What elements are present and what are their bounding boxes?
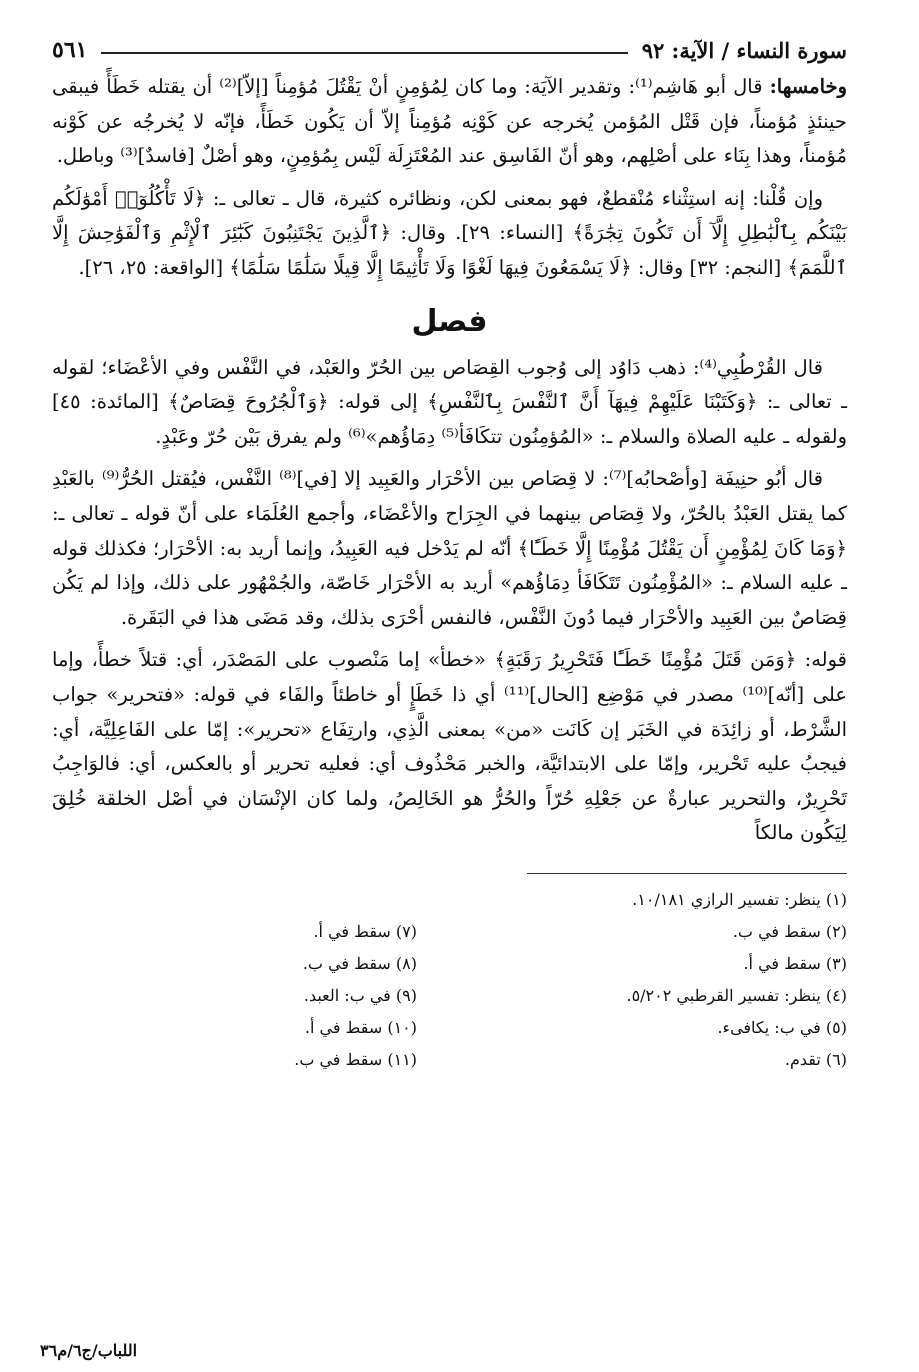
volume-signature: اللباب/ج٦/م٣٦	[40, 1341, 138, 1360]
header-title: سورة النساء / الآية: ٩٢	[641, 37, 847, 63]
footnote-item: (٥) في ب: يكافىء.	[717, 1017, 847, 1037]
footnote-item: (١) ينظر: تفسير الرازي ١٠/١٨١.	[632, 889, 847, 909]
header-rule	[101, 52, 627, 54]
paragraph-1-lead: وخامسها:	[769, 75, 847, 98]
footnote-item: (٨) سقط في ب.	[302, 953, 417, 973]
paragraph-3: قال القُرْطُبِي⁽⁴⁾: ذهب دَاوُد إلى وُجوب القِصَاص بين الحُرّ والعَبْد، في النَّفْس وفي الأعْضَاء؛ لقوله ـ تعالى ـ: ﴿وَكَتَبْنَا عَلَيْهِمْ فِيهَآ أَنَّ ٱلنَّفْسَ بِٱلنَّفْسِ﴾ إلى قوله: ﴿وَٱلْجُرُوحَ قِصَاصٌ﴾ [المائدة: ٤٥] ولقوله ـ عليه الصلاة والسلام ـ: «المُؤمِنُون تتكَافَأ⁽⁵⁾ دِمَاؤُهم»⁽⁶⁾ ولم يفرق بَيْن حُرّ وعَبْدٍ.	[52, 355, 847, 448]
footnote-item: (١١) سقط في ب.	[294, 1049, 417, 1069]
footnote-item: (٣) سقط في أ.	[743, 953, 847, 973]
page-number: ٥٦١	[52, 37, 88, 63]
footnote-item: (٦) تقدم.	[784, 1049, 847, 1069]
footnote-item: (٤) ينظر: تفسير القرطبي ٥/٢٠٢.	[626, 985, 847, 1005]
footnotes-right-column	[547, 884, 847, 1076]
footnote-item: (٩) في ب: العبد.	[303, 985, 417, 1005]
page-header	[52, 30, 847, 70]
footnotes-left-column	[117, 884, 507, 1076]
paragraph-2: وإن قُلْنا: إنه استِثْناء مُنْقطعٌ، فهو بمعنى لكن، ونظائره كثيرة، قال ـ تعالى ـ: ﴿لَا تَأْكُلُوٓا۟ أَمْوَٰلَكُم بَيْنَكُم بِٱلْبَٰطِلِ إِلَّآ أَن تَكُونَ تِجَٰرَةً﴾ [النساء: ٢٩]. وقال: ﴿ٱلَّذِينَ يَجْتَنِبُونَ كَبَٰٓئِرَ ٱلْإِثْمِ وَٱلْفَوَٰحِشَ إِلَّا ٱللَّمَمَ﴾ [النجم: ٣٢] وقال: ﴿لَا يَسْمَعُونَ فِيهَا لَغْوًا وَلَا تَأْثِيمًا إِلَّا قِيلًا سَلَٰمًا سَلَٰمًا﴾ [الواقعة: ٢٥، ٢٦].	[52, 186, 847, 279]
footnote-item: (٢) سقط في ب.	[732, 921, 847, 941]
paragraph-1-body: قال أبو هَاشِم⁽¹⁾: وتقدير الآيَة: وما كان لِمُؤمِنٍ أنْ يَقْتُلَ مُؤمِناً [إلاّ]⁽²⁾ أن يقتله خَطَأً فيبقى حينئذٍ مُؤمناً، فإن قَتْل المُؤمن يُخرجه عن كَوْنِه مُؤمِناً إلاّ أن يَكُون خَطَأً، فإنّه لا يُخرجُه عن كَوْنه مُؤمناً، وهذا بِنَاء على أصْلِهم، وهو أنّ الفَاسِق عند المُعْتَزِلَة لَيْس بِمُؤمِنٍ، وهو أصْلٌ [فاسدٌ]⁽³⁾ وباطل.	[52, 75, 847, 168]
footnotes	[52, 884, 847, 1076]
paragraph-1	[52, 70, 847, 174]
paragraph-4: قال أبُو حنِيفَة [وأصْحابُه]⁽⁷⁾: لا قِصَاص بين الأحْرَار والعَبِيد إلا [في]⁽⁸⁾ النَّفْس، فيُقتل الحُرُّ⁽⁹⁾ بالعَبْدِ كما يقتل العَبْدُ بالحُرّ، ولا قِصَاص بينهما في الجِرَاح والأعْضَاء، وأجمع العُلَمَاء على أنّ قوله ـ تعالى ـ: ﴿وَمَا كَانَ لِمُؤْمِنٍ أَن يَقْتُلَ مُؤْمِنًا إِلَّا خَطَـًٔا﴾ أنّه لم يَدْخل فيه العَبِيدُ، وإنما أريد به: الأحْرَار؛ فكذلك قوله ـ عليه السلام ـ: «المُؤْمِنُون تَتَكَافَأ دِمَاؤُهم» أريد به الأحْرَار خَاصّة، والجُمْهُور على ذلك، وإذا لم يَكُن قِصَاصٌ بين العَبِيد والأحْرَار فيما دُونَ النَّفْس، فالنفس أحْرَى بذلك، وقد مَضَى هذا في البَقَرة.	[52, 467, 847, 629]
section-title: فصل	[411, 303, 488, 339]
paragraph-5: قوله: ﴿وَمَن قَتَلَ مُؤْمِنًا خَطَـًٔا فَتَحْرِيرُ رَقَبَةٍ﴾ «خطأ» إما مَنْصوب على المَصْدَر، أي: قتلاً خطأً، وإما على [أنّه]⁽¹⁰⁾ مصدر في مَوْضِع [الحال]⁽¹¹⁾ أي ذا خَطَإٍ أو خاطئاً والفَاء في قوله: «فتحرير» جواب الشَّرْط، أو زائِدَة في الخَبَر إن كَانَت «من» بمعنى الَّذِي، وارتِفَاع «تحرير»: إمّا على الفَاعِلِيَّة، أي: فيجبُ عليه تَحْرير، وإمّا على الابتدائيَّة، والخبر مَحْذُوف أي: فعليه تحرير أو بالعكس، أي: فالوَاجِبُ تَحْرِيرٌ، والتحرير عبارةٌ عن جَعْلِهِ حُرّاً والحُرُّ هو الخَالِصُ، ولما كان الإنْسَان في أصْل الخلقة خُلِقَ لِيَكُون مالكاً	[52, 648, 847, 845]
footnote-divider	[527, 873, 847, 874]
footnote-item: (١٠) سقط في أ.	[304, 1017, 417, 1037]
footnote-item: (٧) سقط في أ.	[313, 921, 417, 941]
